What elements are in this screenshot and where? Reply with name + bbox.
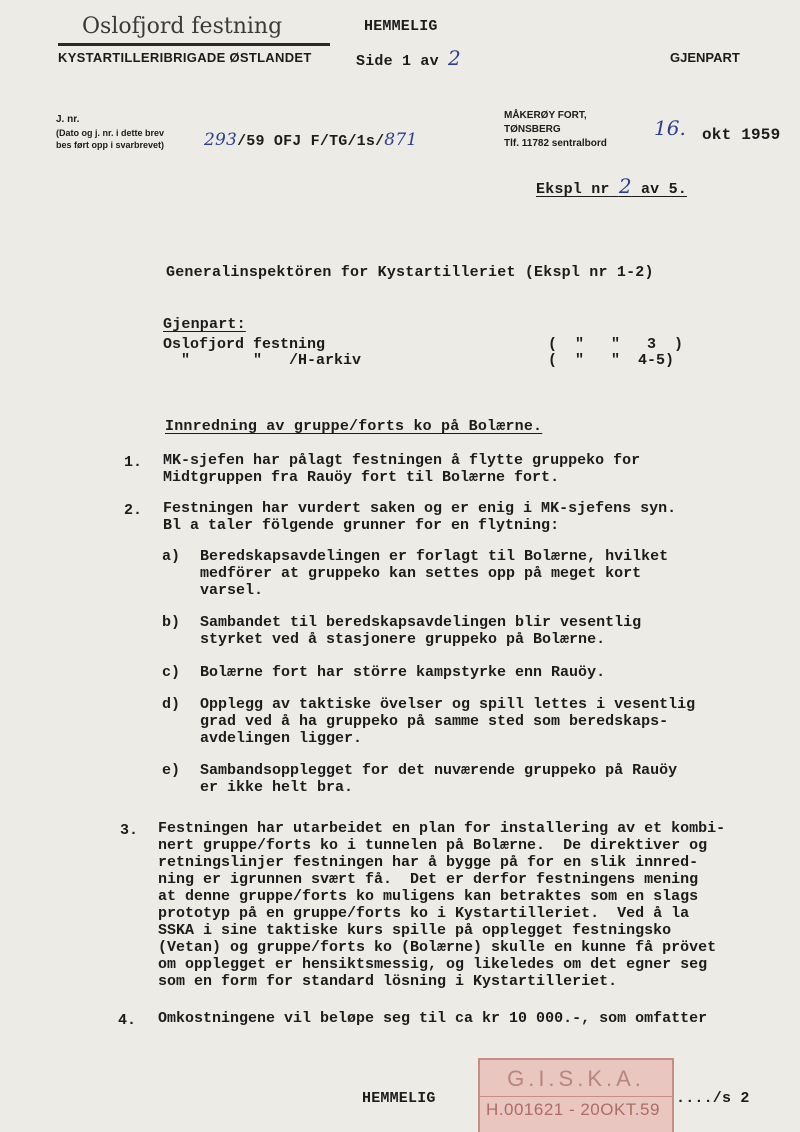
- copy-row-1-name: Oslofjord festning: [163, 336, 326, 353]
- reason-letter: d): [162, 696, 181, 713]
- subject-line: Innredning av gruppe/forts ko på Bolærne.: [165, 418, 543, 435]
- journal-number-hand: 293: [204, 130, 238, 150]
- journal-note-2: bes ført opp i svarbrevet): [56, 140, 165, 150]
- stamp-line-2: H.001621 - 20OKT.59: [486, 1100, 660, 1119]
- page-indicator: [356, 46, 461, 70]
- section-number: 4.: [118, 1012, 137, 1029]
- journal-label: J. nr.: [56, 114, 80, 125]
- letterhead-rule: [58, 43, 330, 46]
- copy-row-2-ref: ( " " 4-5): [548, 352, 675, 369]
- reason-text: Sambandet til beredskapsavdelingen blir vesentlig styrket ved å stasjonere gruppeko på Bolærne.: [200, 614, 642, 648]
- letterhead-name: Oslofjord festning: [82, 14, 283, 39]
- section-text: Festningen har utarbeidet en plan for installering av et kombi- nert gruppe/forts ko i tunnelen på Bolærne. De direktiver og retningslinjer festningen har å bygge på for en slik innred- ning er igrunnen svært få. Det er derfor festningens mening at denne gruppe/forts ko muligens kan betraktes som en slags prototyp på en gruppe/forts ko i Kystartilleriet. Ved å la SSKA i sine taktiske kurs spille på opplegget festningsko (Vetan) og gruppe/forts ko (Bolærne) skulle en kunne få prövet om opplegget er hensiktsmessig, og likeledes om det egner seg som en form for standard lösning i Kystartilleriet.: [158, 820, 726, 990]
- reason-text: Beredskapsavdelingen er forlagt til Bolærne, hvilket medförer at gruppeko kan settes opp på meget kort varsel.: [200, 548, 669, 599]
- sender-place-1: MÅKERØY FORT,: [504, 110, 587, 121]
- classification-bottom: HEMMELIG: [362, 1090, 436, 1107]
- date-day: 16.: [654, 116, 686, 140]
- reason-letter: b): [162, 614, 181, 631]
- section-number: 3.: [120, 822, 139, 839]
- sender-place-2: TØNSBERG: [504, 124, 561, 135]
- reason-text: Opplegg av taktiske övelser og spill lettes i vesentlig grad ved å ha gruppeko på samme sted som beredskaps- avdelingen ligger.: [200, 696, 696, 747]
- sender-phone: Tlf. 11782 sentralbord: [504, 138, 607, 149]
- copy-row-2-name: " " /H-arkiv: [163, 352, 362, 369]
- copy-label: GJENPART: [670, 50, 740, 65]
- section-number: 1.: [124, 454, 143, 471]
- journal-note-1: (Dato og j. nr. i dette brev: [56, 128, 165, 138]
- copy-number-num: 2: [618, 174, 632, 198]
- recipient-main: Generalinspektören for Kystartilleriet (Ekspl nr 1-2): [166, 264, 654, 281]
- section-number: 2.: [124, 502, 143, 519]
- received-stamp: [478, 1058, 674, 1132]
- reason-text: Sambandsopplegget for det nuværende gruppeko på Rauöy er ikke helt bra.: [200, 762, 678, 796]
- journal-number: [204, 130, 417, 150]
- copy-heading: Gjenpart:: [163, 316, 246, 333]
- reason-letter: c): [162, 664, 181, 681]
- reason-text: Bolærne fort har större kampstyrke enn Rauöy.: [200, 664, 606, 681]
- date-typed: okt 1959: [702, 126, 781, 144]
- stamp-line-1: G.I.S.K.A.: [507, 1066, 645, 1091]
- continuation-marker: ..../s 2: [676, 1090, 750, 1107]
- letterhead-brigade: KYSTARTILLERIBRIGADE ØSTLANDET: [58, 50, 312, 65]
- classification-top: HEMMELIG: [364, 18, 438, 35]
- copy-number: [536, 174, 687, 198]
- stamp-divider: [480, 1096, 672, 1097]
- section-text: MK-sjefen har pålagt festningen å flytte gruppeko for Midtgruppen fra Rauöy fort til Bolærne fort.: [163, 452, 641, 486]
- copy-row-1-ref: ( " " 3 ): [548, 336, 684, 353]
- section-text: Festningen har vurdert saken og er enig i MK-sjefens syn. Bl a taler fölgende grunner for en flytning:: [163, 500, 677, 534]
- reason-letter: a): [162, 548, 181, 565]
- copy-number-prefix: Ekspl nr: [536, 181, 610, 198]
- reason-letter: e): [162, 762, 181, 779]
- section-text: Omkostningene vil beløpe seg til ca kr 10 000.-, som omfatter: [158, 1010, 708, 1027]
- page-total: 2: [448, 46, 461, 70]
- copy-number-mid: av 5.: [640, 181, 687, 198]
- journal-number-suffix: 871: [384, 130, 418, 150]
- journal-number-typed: /59 OFJ F/TG/1s/: [237, 133, 385, 150]
- page-prefix: Side 1 av: [356, 53, 439, 70]
